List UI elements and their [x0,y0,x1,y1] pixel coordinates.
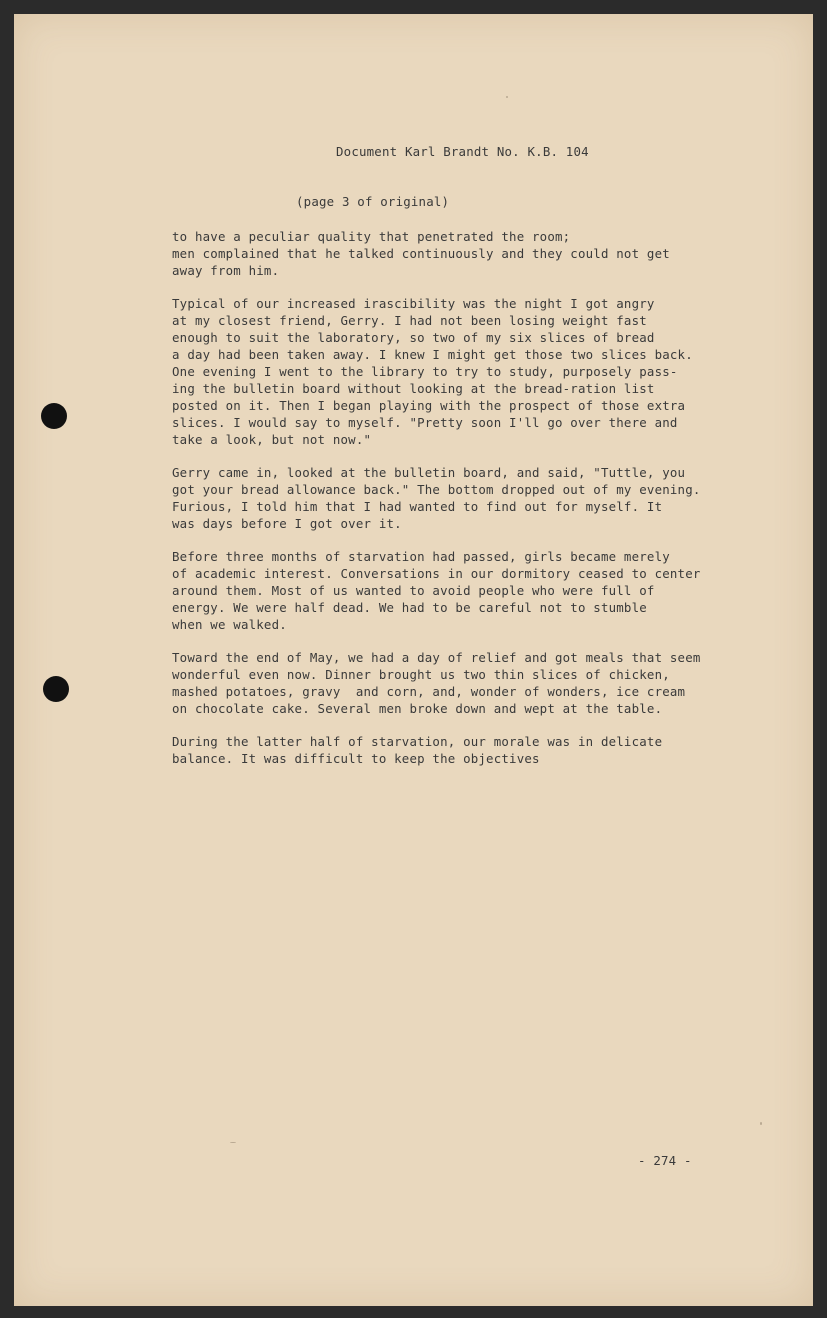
text-line: away from him. [172,263,280,278]
text-line: at my closest friend, Gerry. I had not been losing weight fast [172,313,647,328]
text-line: mashed potatoes, gravy and corn, and, wonder of wonders, ice cream [172,684,686,699]
page-number: - 274 - [638,1153,692,1168]
text-line: men complained that he talked continuously and they could not get [172,246,670,261]
paragraph-2 [172,295,762,448]
paper-speck [760,1122,762,1125]
page-of-original-label: (page 3 of original) [296,194,450,209]
text-line: energy. We were half dead. We had to be careful not to stumble [172,600,647,615]
text-line: Before three months of starvation had passed, girls became merely [172,549,670,564]
text-line: slices. I would say to myself. "Pretty soon I'll go over there and [172,415,678,430]
paragraph-4 [172,548,762,633]
text-line: of academic interest. Conversations in our dormitory ceased to center [172,566,701,581]
text-line: Gerry came in, looked at the bulletin board, and said, "Tuttle, you [172,465,686,480]
text-line: posted on it. Then I began playing with the prospect of those extra [172,398,686,413]
punch-hole-top [41,403,67,429]
paper-speck [230,1142,236,1143]
text-line: on chocolate cake. Several men broke down and wept at the table. [172,701,663,716]
text-line: wonderful even now. Dinner brought us two thin slices of chicken, [172,667,670,682]
document-body [172,228,762,783]
text-line: a day had been taken away. I knew I might get those two slices back. [172,347,693,362]
text-line: Toward the end of May, we had a day of relief and got meals that seem [172,650,701,665]
text-line: One evening I went to the library to try to study, purposely pass- [172,364,678,379]
text-line: take a look, but not now." [172,432,372,447]
text-line: balance. It was difficult to keep the objectives [172,751,540,766]
paragraph-6 [172,733,762,767]
punch-hole-bottom [43,676,69,702]
text-line: got your bread allowance back." The bottom dropped out of my evening. [172,482,701,497]
text-line: around them. Most of us wanted to avoid people who were full of [172,583,655,598]
text-line: During the latter half of starvation, our morale was in delicate [172,734,663,749]
text-line: Furious, I told him that I had wanted to find out for myself. It [172,499,663,514]
text-line: enough to suit the laboratory, so two of my six slices of bread [172,330,655,345]
paper-speck [506,96,508,98]
text-line: ing the bulletin board without looking at the bread-ration list [172,381,655,396]
paragraph-3 [172,464,762,532]
paragraph-5 [172,649,762,717]
text-line: Typical of our increased irascibility was the night I got angry [172,296,655,311]
text-line: was days before I got over it. [172,516,402,531]
text-line: to have a peculiar quality that penetrated the room; [172,229,571,244]
paragraph-1 [172,228,762,279]
text-line: when we walked. [172,617,287,632]
document-header: Document Karl Brandt No. K.B. 104 [336,144,589,159]
